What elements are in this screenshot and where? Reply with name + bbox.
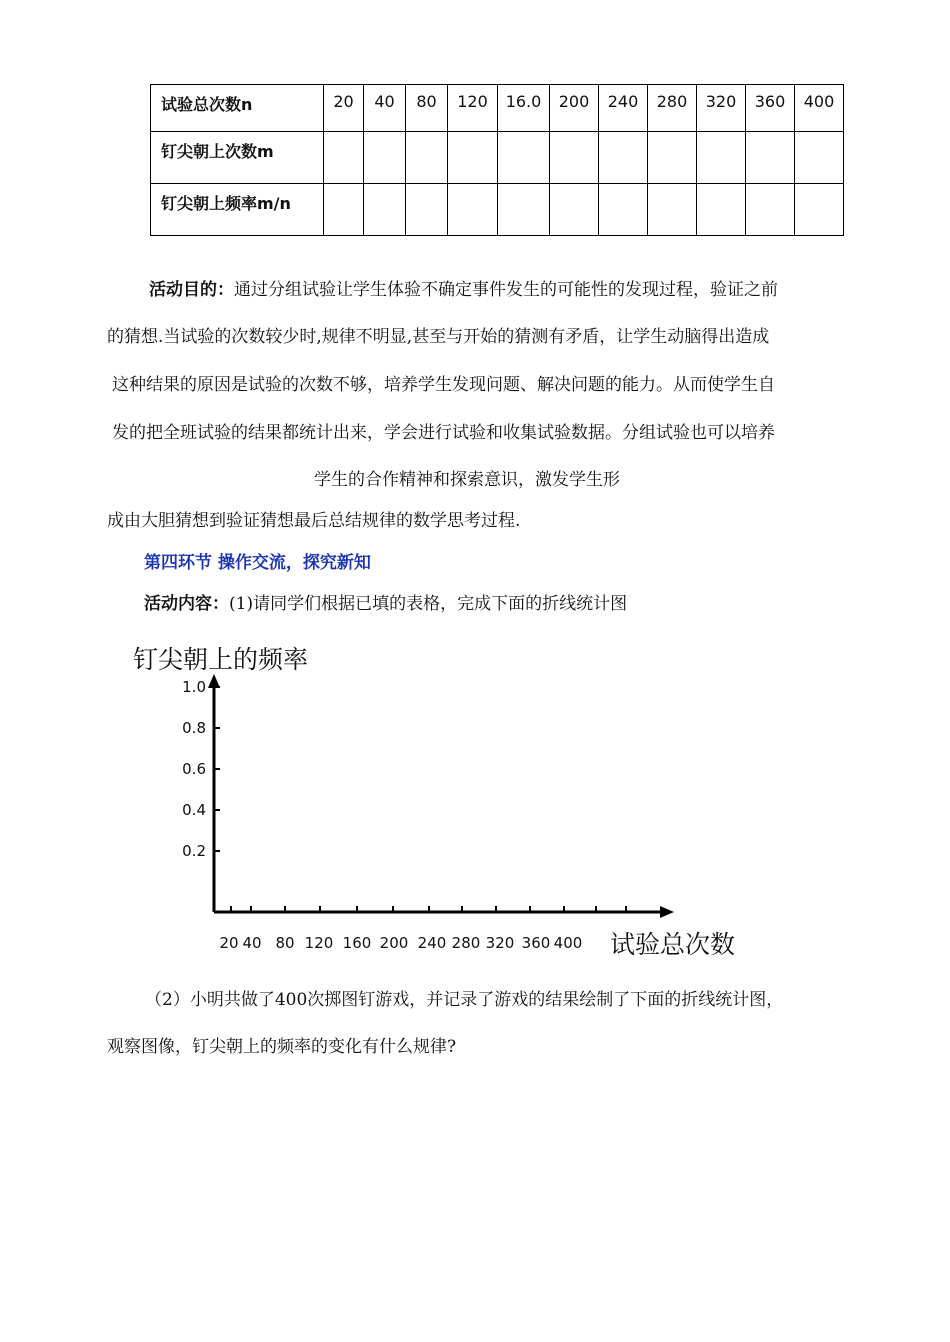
purpose-heading: 活动目的： (149, 280, 234, 300)
table-cell: 400 (795, 85, 844, 132)
question-line-1: （2）小明共做了400次掷图钉游戏，并记录了游戏的结果绘制了下面的折线统计图， (145, 990, 784, 1010)
purpose-line-2: 的猜想.当试验的次数较少时,规律不明显,甚至与开始的猜测有矛盾，让学生动脑得出造成 (107, 327, 770, 347)
x-tick-label: 120 (304, 934, 334, 952)
y-tick-label: 0.8 (182, 719, 206, 737)
table-cell: 80 (406, 85, 448, 132)
y-tick-label: 1.0 (182, 678, 206, 696)
table-cell: 120 (448, 85, 498, 132)
row-header: 钉尖朝上频率m/n (151, 184, 324, 236)
table-cell: 240 (599, 85, 648, 132)
table-cell: 200 (550, 85, 599, 132)
chart-axes (208, 674, 674, 918)
question-line-2: 观察图像，钉尖朝上的频率的变化有什么规律? (107, 1037, 457, 1057)
x-axis-arrow (660, 906, 674, 918)
row-header: 试验总次数n (151, 85, 324, 132)
x-tick-label: 280 (451, 934, 481, 952)
table-cell: 16.0 (498, 85, 550, 132)
y-axis-arrow (208, 674, 220, 688)
x-tick-label: 80 (275, 934, 295, 952)
x-tick-label: 240 (417, 934, 447, 952)
table-cell: 20 (324, 85, 364, 132)
row-header: 钉尖朝上次数m (151, 132, 324, 184)
x-tick-label: 400 (553, 934, 583, 952)
x-tick-label: 320 (485, 934, 515, 952)
table-cell: 320 (697, 85, 746, 132)
table-cell: 360 (746, 85, 795, 132)
chart-x-axis-label: 试验总次数 (610, 930, 736, 959)
x-tick-label: 20 (219, 934, 239, 952)
x-tick-label: 160 (342, 934, 372, 952)
purpose-line-4: 发的把全班试验的结果都统计出来，学会进行试验和收集试验数据。分组试验也可以培养 (112, 423, 775, 443)
x-tick-label: 360 (521, 934, 551, 952)
y-tick-label: 0.6 (182, 760, 206, 778)
section-heading: 第四环节 操作交流，探究新知 (144, 553, 371, 573)
table-cell: 40 (364, 85, 406, 132)
purpose-line-1-text: 通过分组试验让学生体验不确定事件发生的可能性的发现过程，验证之前 (234, 280, 778, 300)
content-heading: 活动内容： (144, 594, 229, 614)
content-text: (1)请同学们根据已填的表格，完成下面的折线统计图 (229, 594, 628, 614)
x-tick-label: 40 (242, 934, 262, 952)
y-tick-label: 0.4 (182, 801, 206, 819)
table-cell: 280 (648, 85, 697, 132)
chart-y-axis-label: 钉尖朝上的频率 (133, 645, 309, 674)
purpose-line-6: 成由大胆猜想到验证猜想最后总结规律的数学思考过程. (107, 511, 521, 531)
x-tick-label: 200 (379, 934, 409, 952)
purpose-line-3: 这种结果的原因是试验的次数不够，培养学生发现问题、解决问题的能力。从而使学生自 (112, 375, 775, 395)
purpose-line-5: 学生的合作精神和探索意识，激发学生形 (314, 470, 620, 490)
y-tick-label: 0.2 (182, 842, 206, 860)
